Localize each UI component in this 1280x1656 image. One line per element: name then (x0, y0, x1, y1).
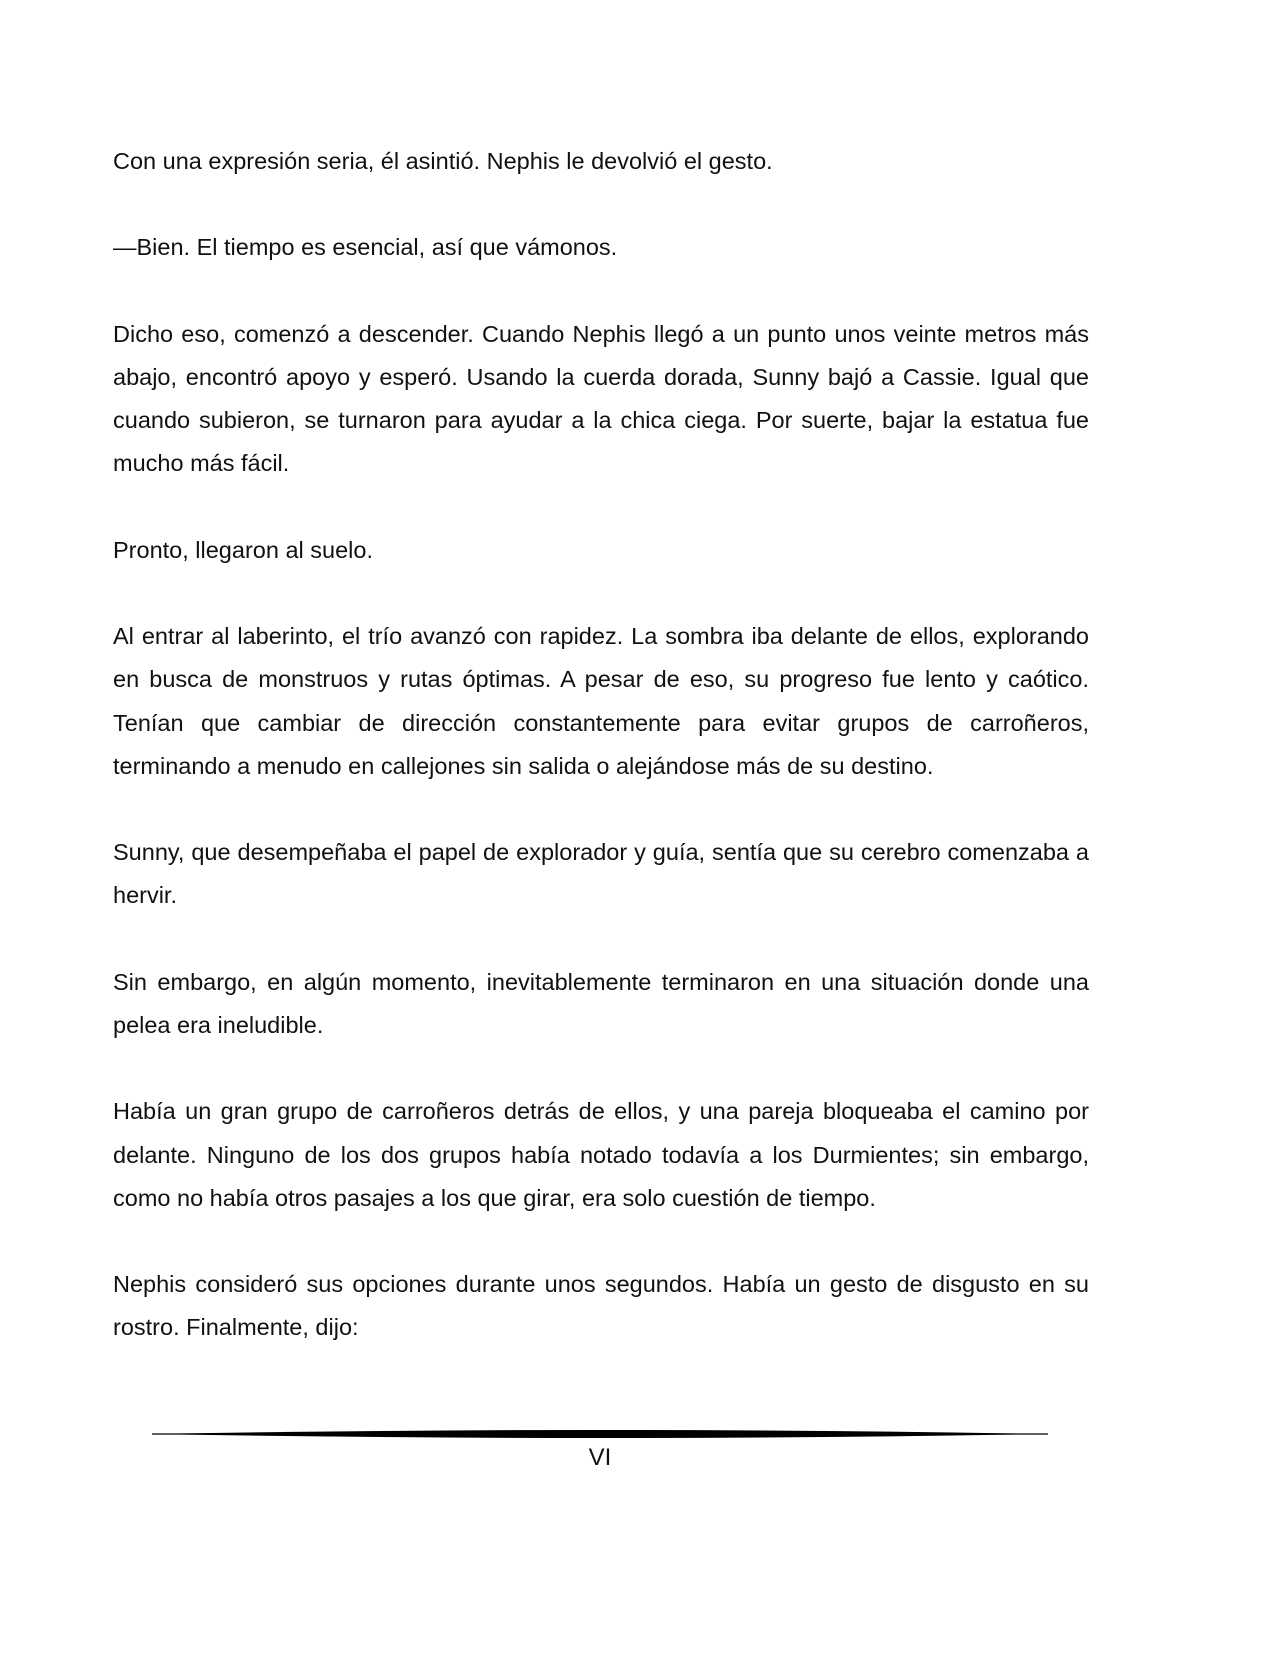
footer-divider (152, 1428, 1048, 1440)
page-number: VI (588, 1444, 612, 1471)
paragraph-7: Sin embargo, en algún momento, inevitablemente terminaron en una situación donde una pelea era ineludible. (113, 968, 1089, 1038)
paragraph-4: Pronto, llegaron al suelo. (113, 536, 373, 563)
paragraph-8: Había un gran grupo de carroñeros detrás de ellos, y una pareja bloqueaba el camino por delante. Ninguno de los dos grupos había notado todavía a los Durmientes; sin embargo, como no había otros pasajes a los que girar, era solo cuestión de tiempo. (113, 1098, 1089, 1211)
paragraph-6: Sunny, que desempeñaba el papel de explorador y guía, sentía que su cerebro comenzaba a hervir. (113, 839, 1089, 909)
body-text (113, 140, 1089, 1350)
paragraph-9: Nephis consideró sus opciones durante unos segundos. Había un gesto de disgusto en su rostro. Finalmente, dijo: (113, 1271, 1089, 1341)
paragraph-5: Al entrar al laberinto, el trío avanzó con rapidez. La sombra iba delante de ellos, explorando en busca de monstruos y rutas óptimas. A pesar de eso, su progreso fue lento y caótico. Tenían que cambiar de dirección constantemente para evitar grupos de carroñeros, terminando a menudo en callejones sin salida o alejándose más de su destino. (113, 623, 1089, 779)
paragraph-2: —Bien. El tiempo es esencial, así que vámonos. (113, 234, 618, 261)
paragraph-1: Con una expresión seria, él asintió. Nephis le devolvió el gesto. (113, 148, 773, 174)
paragraph-3: Dicho eso, comenzó a descender. Cuando Nephis llegó a un punto unos veinte metros más abajo, encontró apoyo y esperó. Usando la cuerda dorada, Sunny bajó a Cassie. Igual que cuando subieron, se turnaron para ayudar a la chica ciega. Por suerte, bajar la estatua fue mucho más fácil. (113, 320, 1089, 477)
